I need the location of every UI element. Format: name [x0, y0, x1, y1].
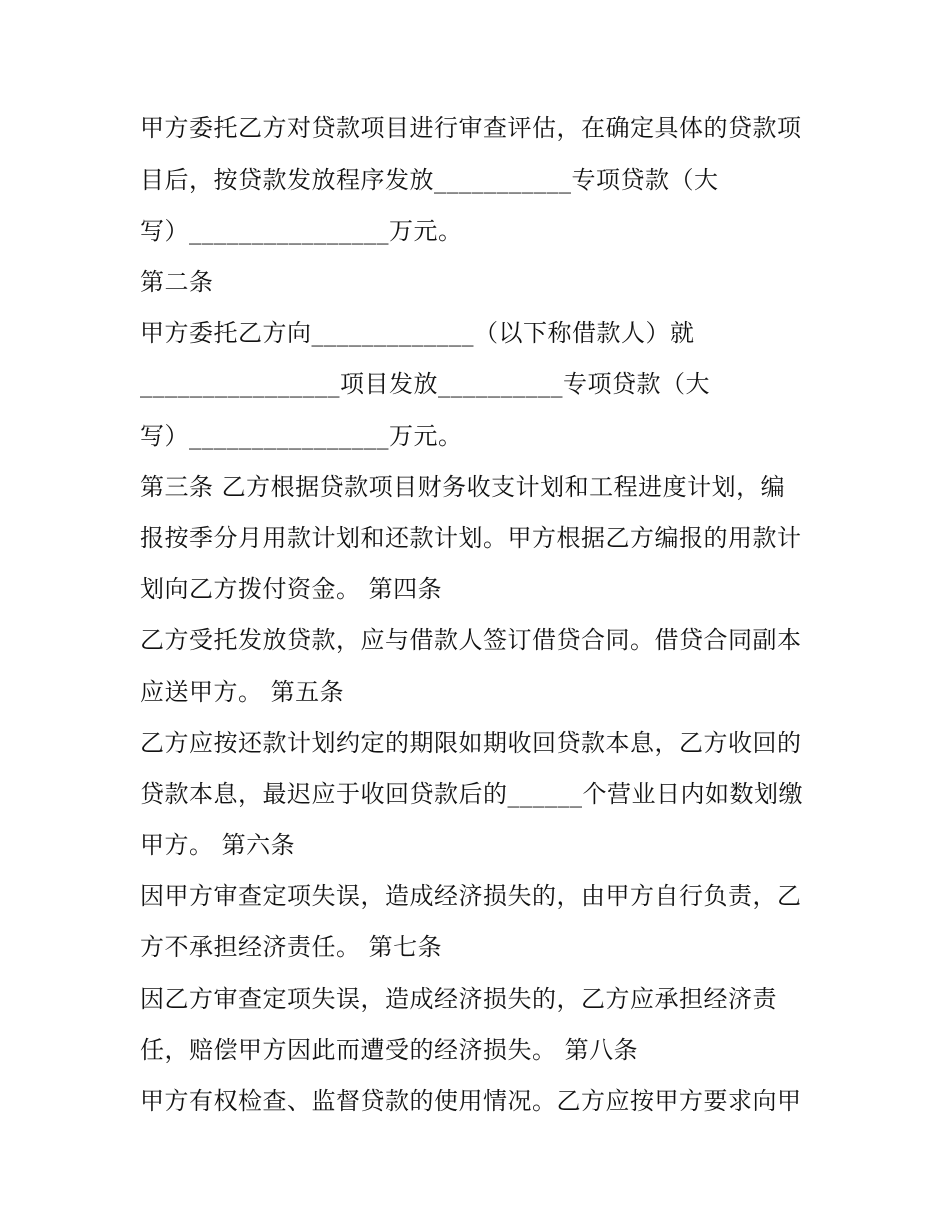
text-line: 因乙方审查定项失误，造成经济损失的，乙方应承担经济责	[140, 985, 777, 1013]
text-line: 写）________________万元。	[140, 422, 463, 450]
text-line: 因甲方审查定项失误，造成经济损失的，由甲方自行负责，乙	[140, 882, 802, 910]
text-line: 甲方。 第六条	[140, 831, 296, 859]
text-line: 甲方委托乙方对贷款项目进行审查评估，在确定具体的贷款项	[140, 114, 802, 142]
text-line: 第三条 乙方根据贷款项目财务收支计划和工程进度计划，编	[140, 473, 786, 501]
text-line: 报按季分月用款计划和还款计划。甲方根据乙方编报的用款计	[140, 524, 802, 552]
text-line: ________________项目发放__________专项贷款（大	[140, 370, 710, 398]
text-line: 乙方受托发放贷款，应与借款人签订借贷合同。借贷合同副本	[140, 626, 802, 654]
text-line: 乙方应按还款计划约定的期限如期收回贷款本息，乙方收回的	[140, 729, 802, 757]
text-line: 方不承担经济责任。 第七条	[140, 933, 443, 961]
text-line: 划向乙方拨付资金。 第四条	[140, 575, 443, 603]
text-line: 写）________________万元。	[140, 217, 463, 245]
text-line: 贷款本息，最迟应于收回贷款后的______个营业日内如数划缴	[140, 780, 803, 808]
text-line: 任，赔偿甲方因此而遭受的经济损失。 第八条	[140, 1036, 639, 1064]
text-line: 目后，按贷款发放程序发放___________专项贷款（大	[140, 166, 719, 194]
text-line: 应送甲方。 第五条	[140, 678, 345, 706]
text-line: 甲方委托乙方向_____________（以下称借款人）就	[140, 319, 695, 347]
text-line: 甲方有权检查、监督贷款的使用情况。乙方应按甲方要求向甲	[140, 1087, 802, 1115]
article-heading: 第二条	[140, 268, 214, 296]
